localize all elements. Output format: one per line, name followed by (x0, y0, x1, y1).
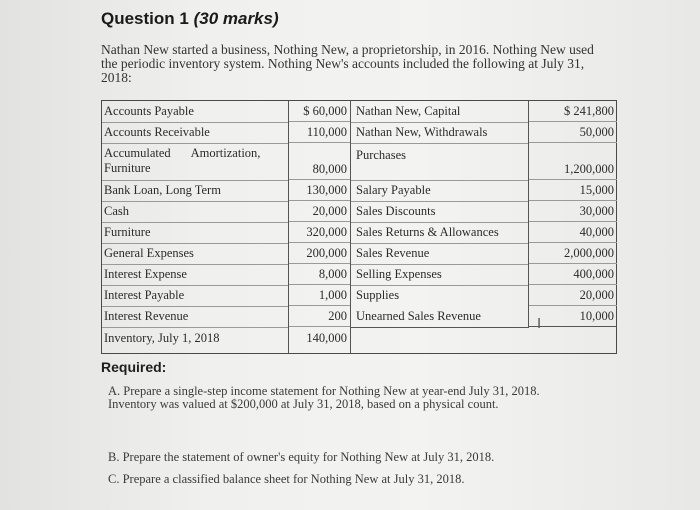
amount: 20,000 (289, 201, 351, 222)
right-names-column (350, 101, 529, 353)
requirement-c: C. Prepare a classified balance sheet for Nothing New at July 31, 2018. (108, 472, 465, 486)
amount: 200 (289, 306, 351, 327)
amount: 1,200,000 (529, 159, 617, 180)
amount: 20,000 (529, 285, 617, 306)
account-name: Furniture (102, 222, 288, 244)
account-name: Cash (102, 201, 288, 223)
question-marks: (30 marks) (193, 9, 279, 28)
amount: 8,000 (289, 264, 351, 285)
account-name-multiline: Accumulated Amortization, Furniture (104, 146, 261, 175)
amount: 80,000 (289, 159, 351, 180)
amount: 400,000 (529, 264, 617, 285)
amount: 2,000,000 (529, 243, 617, 264)
amount: 320,000 (289, 222, 351, 243)
account-name: Selling Expenses (351, 264, 529, 286)
account-name: Salary Payable (351, 180, 529, 202)
row-divider (102, 143, 288, 181)
left-names-column (102, 101, 288, 353)
amount: 30,000 (529, 201, 617, 222)
right-amounts-column (528, 101, 617, 327)
account-name: Sales Discounts (351, 201, 529, 223)
account-name: Interest Revenue (102, 306, 288, 328)
account-name: Accounts Payable (102, 101, 288, 123)
left-amounts-column (288, 101, 351, 353)
account-name: Sales Returns & Allowances (351, 222, 529, 244)
intro-paragraph: Nathan New started a business, Nothing New, a proprietorship, in 2016. Nothing New used the periodic inventory system. Nothing New's accounts included the following at July 31, 2018: (101, 42, 594, 85)
account-name: Sales Revenue (351, 243, 529, 265)
amount: 140,000 (306, 331, 347, 345)
amount: $ 241,800 (529, 101, 617, 122)
account-name: General Expenses (102, 243, 288, 265)
account-name: Nathan New, Capital (351, 101, 529, 123)
amount: 10,000 (579, 309, 614, 323)
required-heading: Required: (101, 359, 167, 375)
amount: 15,000 (529, 180, 617, 201)
amount: 50,000 (529, 122, 617, 143)
question-label: Question 1 (101, 9, 194, 28)
account-name: Inventory, July 1, 2018 (104, 331, 220, 345)
amount: 40,000 (529, 222, 617, 243)
amount: 200,000 (289, 243, 351, 264)
account-name: Interest Expense (102, 264, 288, 286)
amount: $ 60,000 (289, 101, 351, 122)
amount: 110,000 (289, 122, 351, 143)
amount: 1,000 (289, 285, 351, 306)
account-name: Nathan New, Withdrawals (351, 122, 529, 144)
account-name: Purchases (351, 143, 529, 181)
account-name: Interest Payable (102, 285, 288, 307)
question-title (101, 9, 279, 29)
text-cursor-icon: Ⅰ (537, 317, 542, 332)
account-name: Unearned Sales Revenue (351, 306, 529, 328)
amount: 130,000 (289, 180, 351, 201)
requirement-b: B. Prepare the statement of owner's equity for Nothing New at July 31, 2018. (108, 450, 495, 464)
requirement-a: A. Prepare a single-step income statement for Nothing New at year-end July 31, 2018. Inventory was valued at $200,000 at July 31, 2018, based on a physical count. (108, 384, 540, 411)
account-name: Bank Loan, Long Term (102, 180, 288, 202)
account-name: Accounts Receivable (102, 122, 288, 144)
account-name: Supplies (356, 288, 400, 302)
